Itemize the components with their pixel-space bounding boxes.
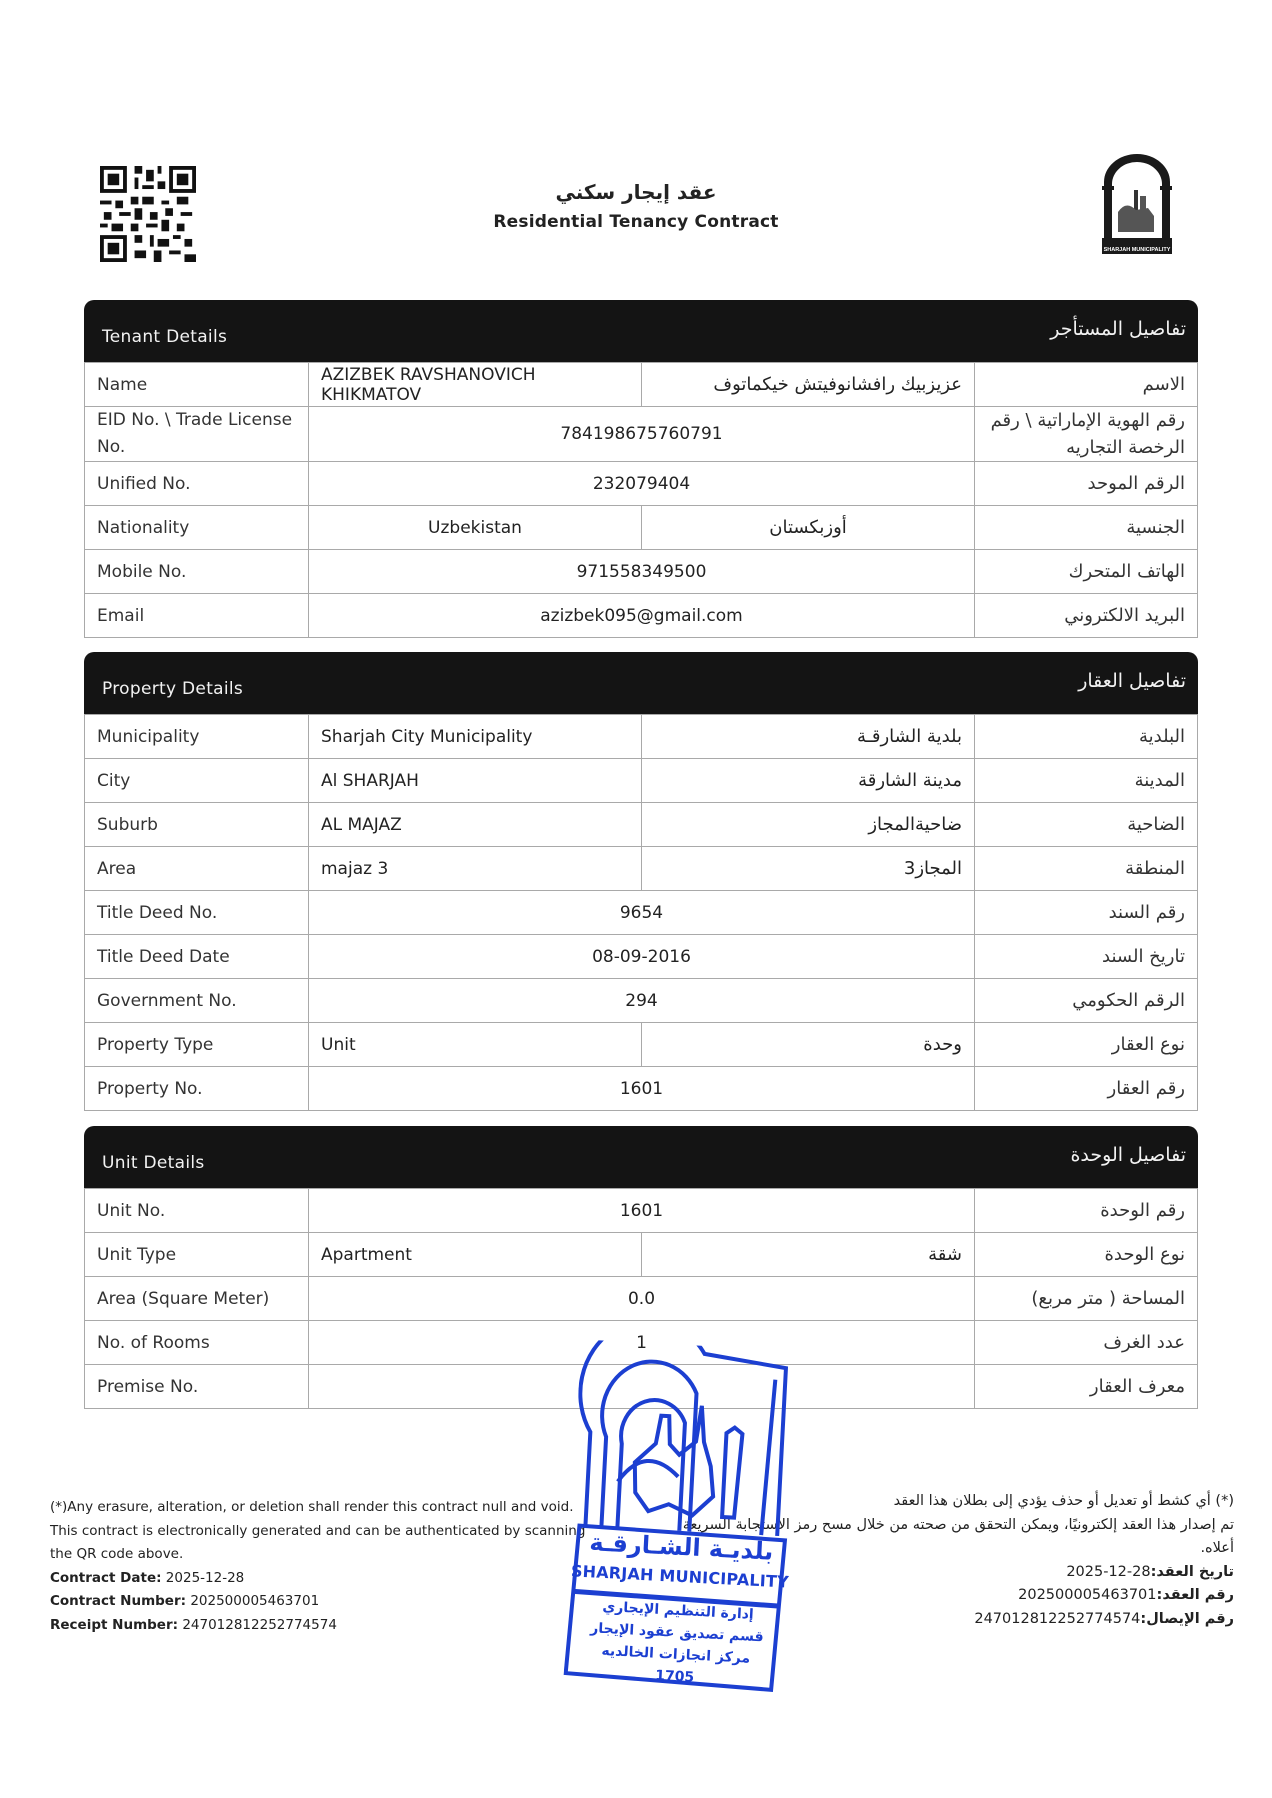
contract-date bbox=[50, 1567, 610, 1591]
table-row bbox=[85, 803, 1198, 847]
field-value-ar: المجاز3 bbox=[642, 847, 975, 891]
field-label: Mobile No. bbox=[85, 550, 309, 594]
title-english: Residential Tenancy Contract bbox=[493, 212, 779, 232]
field-label: Title Deed Date bbox=[85, 935, 309, 979]
table-row bbox=[85, 506, 1198, 550]
contract-number-value: 202500005463701 bbox=[190, 1593, 320, 1609]
section-title-ar: تفاصيل الوحدة bbox=[1070, 1144, 1186, 1166]
receipt-number-label-ar: رقم الإيصال: bbox=[1140, 1610, 1234, 1627]
field-value-ar: عزيزبيك رافشانوفيتش خيكماتوف bbox=[642, 363, 975, 407]
field-value-ar: بلدية الشارقـة bbox=[642, 715, 975, 759]
field-label: Area bbox=[85, 847, 309, 891]
tenant-details-table bbox=[84, 362, 1198, 638]
field-label: Municipality bbox=[85, 715, 309, 759]
authentication-note-ar: تم إصدار هذا العقد إلكترونيًا، ويمكن التحقق من صحته من خلال مسح رمز الاستجابة السريعة أعلاه. bbox=[682, 1516, 1234, 1556]
field-value-en: Apartment bbox=[309, 1233, 642, 1277]
property-details-table bbox=[84, 714, 1198, 1111]
section-title-en: Tenant Details bbox=[102, 327, 228, 347]
table-row bbox=[85, 1233, 1198, 1277]
svg-text:SHARJAH MUNICIPALITY: SHARJAH MUNICIPALITY bbox=[1103, 247, 1171, 253]
field-label-ar: الجنسية bbox=[975, 506, 1198, 550]
field-value-ar: وحدة bbox=[642, 1023, 975, 1067]
field-label: Title Deed No. bbox=[85, 891, 309, 935]
field-label: Property Type bbox=[85, 1023, 309, 1067]
field-label: No. of Rooms bbox=[85, 1321, 309, 1365]
receipt-number-value-ar: 247012812252774574 bbox=[974, 1610, 1141, 1627]
section-title-ar: تفاصيل العقار bbox=[1078, 670, 1186, 692]
section-title-ar: تفاصيل المستأجر bbox=[1050, 318, 1186, 340]
field-label: Nationality bbox=[85, 506, 309, 550]
field-label-ar: نوع الوحدة bbox=[975, 1233, 1198, 1277]
field-value: 1 bbox=[309, 1321, 975, 1365]
municipality-stamp bbox=[563, 1339, 803, 1695]
contract-date-value: 2025-12-28 bbox=[165, 1569, 245, 1586]
contract-date-label: Contract Date: bbox=[50, 1569, 162, 1586]
stamp-number: 1705 bbox=[654, 1667, 695, 1686]
field-value: 1601 bbox=[309, 1067, 975, 1111]
field-label: Email bbox=[85, 594, 309, 638]
table-row bbox=[85, 979, 1198, 1023]
field-label: Area (Square Meter) bbox=[85, 1277, 309, 1321]
field-value: 0.0 bbox=[309, 1277, 975, 1321]
field-label-ar: الضاحية bbox=[975, 803, 1198, 847]
field-label-ar: رقم العقار bbox=[975, 1067, 1198, 1111]
table-row bbox=[85, 594, 1198, 638]
field-label: Name bbox=[85, 363, 309, 407]
field-value: 08-09-2016 bbox=[309, 935, 975, 979]
table-row bbox=[85, 759, 1198, 803]
field-label: City bbox=[85, 759, 309, 803]
contract-date-label-ar: تاريخ العقد: bbox=[1150, 1563, 1234, 1580]
field-label-ar: الاسم bbox=[975, 363, 1198, 407]
field-value-ar: ضاحيةالمجاز bbox=[642, 803, 975, 847]
tenant-details-section bbox=[84, 300, 1198, 638]
receipt-number-label: Receipt Number: bbox=[50, 1616, 179, 1633]
field-label: Property No. bbox=[85, 1067, 309, 1111]
table-row bbox=[85, 715, 1198, 759]
field-value-ar: مدينة الشارقة bbox=[642, 759, 975, 803]
field-value: 784198675760791 bbox=[309, 407, 975, 462]
table-row bbox=[85, 462, 1198, 506]
field-value: 9654 bbox=[309, 891, 975, 935]
void-note-ar: (*) أي كشط أو تعديل أو حذف يؤدي إلى بطلان هذا العقد bbox=[893, 1493, 1234, 1509]
field-value-en: Al SHARJAH bbox=[309, 759, 642, 803]
stamp-name-ar: بلديـة الشـارقـة bbox=[588, 1528, 775, 1566]
field-label: Unit Type bbox=[85, 1233, 309, 1277]
field-label: Unit No. bbox=[85, 1189, 309, 1233]
field-label-ar: تاريخ السند bbox=[975, 935, 1198, 979]
field-value-ar: أوزبكستان bbox=[642, 506, 975, 550]
field-label-ar: الرقم الموحد bbox=[975, 462, 1198, 506]
property-details-header bbox=[84, 652, 1198, 714]
table-row bbox=[85, 1023, 1198, 1067]
field-label-ar: الهاتف المتحرك bbox=[975, 550, 1198, 594]
contract-number bbox=[50, 1590, 610, 1614]
contract-number-label-ar: رقم العقد: bbox=[1156, 1587, 1234, 1603]
table-row bbox=[85, 847, 1198, 891]
stamp-line-2: قسم تصديق عقود الإيجار bbox=[589, 1620, 765, 1646]
title-arabic: عقد إيجار سكني bbox=[555, 180, 717, 204]
void-note: (*)Any erasure, alteration, or deletion shall render this contract null and void. bbox=[50, 1499, 574, 1515]
section-title-en: Property Details bbox=[102, 679, 244, 699]
field-value-en: AZIZBEK RAVSHANOVICH KHIKMATOV bbox=[309, 363, 642, 407]
stamp-line-1: إدارة التنظيم الإيجاري bbox=[602, 1598, 755, 1623]
field-value-en: Uzbekistan bbox=[309, 506, 642, 550]
table-row bbox=[85, 1277, 1198, 1321]
field-label: EID No. \ Trade License No. bbox=[85, 407, 309, 462]
field-value-en: Sharjah City Municipality bbox=[309, 715, 642, 759]
field-label-ar: رقم الهوية الإماراتية \ رقم الرخصة التجاريه bbox=[975, 407, 1198, 462]
email-value: azizbek095@gmail.com bbox=[309, 594, 975, 638]
field-value: 294 bbox=[309, 979, 975, 1023]
field-label-ar: عدد الغرف bbox=[975, 1321, 1198, 1365]
stamp-name-en: SHARJAH MUNICIPALITY bbox=[570, 1561, 790, 1592]
table-row bbox=[85, 407, 1198, 462]
tenant-details-header bbox=[84, 300, 1198, 362]
field-label-ar: رقم الوحدة bbox=[975, 1189, 1198, 1233]
table-row bbox=[85, 935, 1198, 979]
table-row bbox=[85, 1067, 1198, 1111]
field-label-ar: المدينة bbox=[975, 759, 1198, 803]
field-value: 971558349500 bbox=[309, 550, 975, 594]
field-value-en: AL MAJAZ bbox=[309, 803, 642, 847]
sharjah-municipality-logo-icon bbox=[1096, 152, 1178, 256]
property-details-section bbox=[84, 652, 1198, 1111]
receipt-number-value: 247012812252774574 bbox=[182, 1616, 337, 1633]
field-label-ar: نوع العقار bbox=[975, 1023, 1198, 1067]
footer-english bbox=[50, 1496, 610, 1637]
field-label-ar: المساحة ( متر مربع) bbox=[975, 1277, 1198, 1321]
unit-details-header bbox=[84, 1126, 1198, 1188]
field-label-ar: معرف العقار bbox=[975, 1365, 1198, 1409]
field-value: 1601 bbox=[309, 1189, 975, 1233]
contract-number-label: Contract Number: bbox=[50, 1593, 187, 1609]
field-value-en: Unit bbox=[309, 1023, 642, 1067]
contract-number-value-ar: 202500005463701 bbox=[1018, 1587, 1157, 1603]
field-value-en: majaz 3 bbox=[309, 847, 642, 891]
field-label: Premise No. bbox=[85, 1365, 309, 1409]
field-value-ar: شقة bbox=[642, 1233, 975, 1277]
field-label-ar: الرقم الحكومي bbox=[975, 979, 1198, 1023]
table-row bbox=[85, 363, 1198, 407]
table-row bbox=[85, 891, 1198, 935]
field-label: Suburb bbox=[85, 803, 309, 847]
field-label: Unified No. bbox=[85, 462, 309, 506]
contract-date-value-ar: 2025-12-28 bbox=[1066, 1563, 1151, 1580]
field-label-ar: رقم السند bbox=[975, 891, 1198, 935]
field-value: 232079404 bbox=[309, 462, 975, 506]
receipt-number bbox=[50, 1614, 610, 1638]
section-title-en: Unit Details bbox=[102, 1153, 205, 1173]
stamp-line-3: مركز انجازات الخالديه bbox=[601, 1642, 751, 1667]
table-row bbox=[85, 1189, 1198, 1233]
field-label-ar: البلدية bbox=[975, 715, 1198, 759]
table-row bbox=[85, 550, 1198, 594]
field-label-ar: البريد الالكتروني bbox=[975, 594, 1198, 638]
field-label-ar: المنطقة bbox=[975, 847, 1198, 891]
authentication-note: This contract is electronically generated and can be authenticated by scanning the QR code above. bbox=[50, 1522, 586, 1562]
field-label: Government No. bbox=[85, 979, 309, 1023]
